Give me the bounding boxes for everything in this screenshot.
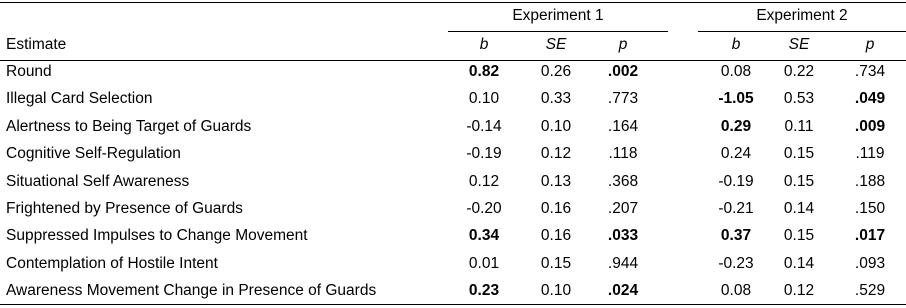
table-cell: .773	[607, 90, 639, 107]
table-cell: 0.14	[783, 200, 815, 217]
table-cell: .033	[607, 227, 639, 244]
top-rule	[0, 2, 906, 3]
table-cell: 0.37	[720, 227, 752, 244]
table-cell: .118	[608, 145, 638, 162]
table-cell: 0.33	[540, 90, 572, 107]
row-label: Frightened by Presence of Guards	[6, 200, 243, 217]
table-cell: .734	[854, 63, 886, 80]
table-cell: .207	[607, 200, 639, 217]
table-cell: 0.11	[784, 118, 814, 135]
table-cell: -0.21	[718, 200, 754, 217]
row-label: Situational Self Awareness	[6, 173, 190, 190]
row-label: Contemplation of Hostile Intent	[6, 255, 218, 272]
table-cell: 0.08	[720, 282, 752, 299]
table-cell: -0.23	[718, 255, 754, 272]
column-header-exp1-b: b	[479, 36, 489, 53]
table-cell: 0.14	[783, 255, 815, 272]
table-cell: .002	[607, 63, 639, 80]
table-cell: 0.15	[540, 255, 572, 272]
row-label: Illegal Card Selection	[6, 90, 153, 107]
table-cell: 0.08	[720, 63, 752, 80]
table-cell: 0.16	[540, 227, 572, 244]
bottom-rule	[0, 304, 906, 305]
table-cell: 0.10	[468, 90, 500, 107]
table-cell: 0.10	[540, 282, 572, 299]
table-cell: -1.05	[718, 90, 754, 107]
group-header-experiment-1: Experiment 1	[512, 7, 604, 24]
table-cell: .188	[854, 173, 886, 190]
table-cell: .049	[854, 90, 886, 107]
table-cell: .529	[854, 282, 886, 299]
row-label: Alertness to Being Target of Guards	[6, 118, 252, 135]
table-cell: -0.14	[466, 118, 502, 135]
table-cell: 0.53	[783, 90, 815, 107]
table-cell: 0.82	[468, 63, 500, 80]
table-cell: 0.01	[468, 255, 500, 272]
table-cell: 0.34	[468, 227, 500, 244]
row-label: Round	[6, 63, 52, 80]
table-cell: -0.19	[466, 145, 502, 162]
table-cell: -0.20	[466, 200, 502, 217]
table-cell: .093	[854, 255, 886, 272]
estimate-header: Estimate	[6, 36, 67, 53]
table-cell: -0.19	[718, 173, 754, 190]
table-cell: 0.15	[783, 145, 815, 162]
table-cell: .009	[854, 118, 886, 135]
table-cell: 0.26	[540, 63, 572, 80]
table-cell: 0.23	[468, 282, 500, 299]
table-cell: .944	[607, 255, 639, 272]
column-header-exp2-b: b	[731, 36, 741, 53]
column-header-exp1-se: SE	[545, 36, 567, 53]
table-cell: .368	[607, 173, 639, 190]
table-cell: 0.15	[783, 227, 815, 244]
row-label: Suppressed Impulses to Change Movement	[6, 227, 308, 244]
group-1-underline	[448, 31, 668, 32]
table-cell: 0.10	[540, 118, 572, 135]
header-rule	[0, 60, 906, 61]
table-cell: .024	[607, 282, 639, 299]
group-2-underline	[698, 31, 906, 32]
table-cell: 0.29	[720, 118, 752, 135]
table-cell: 0.24	[720, 145, 752, 162]
table-cell: 0.12	[783, 282, 815, 299]
table-cell: 0.15	[783, 173, 815, 190]
column-header-exp2-p: p	[865, 36, 875, 53]
table-cell: 0.12	[468, 173, 500, 190]
table-cell: 0.12	[540, 145, 572, 162]
table-cell: 0.13	[540, 173, 572, 190]
table-cell: 0.16	[540, 200, 572, 217]
row-label: Cognitive Self-Regulation	[6, 145, 181, 162]
table-cell: .150	[854, 200, 886, 217]
column-header-exp1-p: p	[618, 36, 628, 53]
table-cell: 0.22	[783, 63, 815, 80]
table-cell: .164	[607, 118, 639, 135]
table-cell: .119	[855, 145, 885, 162]
row-label: Awareness Movement Change in Presence of Guards	[6, 282, 377, 299]
column-header-exp2-se: SE	[788, 36, 810, 53]
table-cell: .017	[854, 227, 886, 244]
group-header-experiment-2: Experiment 2	[756, 7, 848, 24]
